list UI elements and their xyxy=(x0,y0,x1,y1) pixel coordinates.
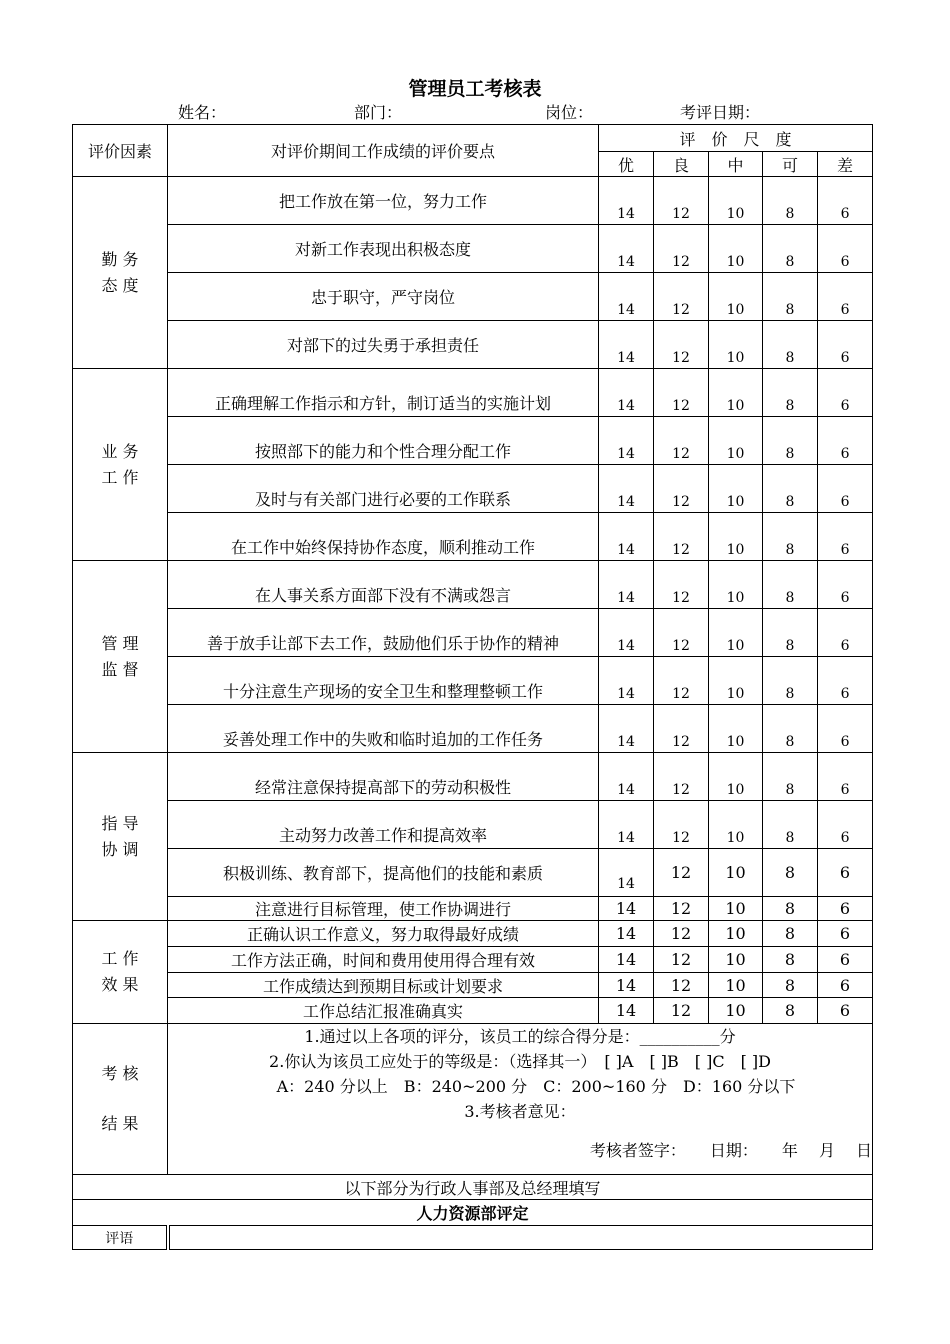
score-cell: 10 xyxy=(709,321,763,369)
score-cell: 6 xyxy=(818,321,873,369)
grade-good: 良 xyxy=(654,152,709,177)
score-cell: 12 xyxy=(654,321,709,369)
score-cell: 12 xyxy=(654,177,709,225)
score-cell: 6 xyxy=(818,225,873,273)
score-cell: 12 xyxy=(654,609,709,657)
category-cell xyxy=(73,921,168,1024)
score-cell: 10 xyxy=(709,753,763,801)
score-cell: 10 xyxy=(709,921,763,947)
score-cell: 12 xyxy=(654,753,709,801)
score-cell: 6 xyxy=(818,753,873,801)
table-row xyxy=(73,561,873,609)
score-cell: 12 xyxy=(654,513,709,561)
score-cell: 10 xyxy=(709,705,763,753)
score-cell: 8 xyxy=(763,177,818,225)
score-cell: 10 xyxy=(709,273,763,321)
score-cell: 6 xyxy=(818,609,873,657)
score-cell: 8 xyxy=(763,657,818,705)
reviewer-signature-line: 考核者签字： 日期： 年 月 日 xyxy=(589,1141,873,1160)
criterion: 把工作放在第一位，努力工作 xyxy=(168,177,599,225)
score-cell: 10 xyxy=(709,177,763,225)
criterion: 在工作中始终保持协作态度，顺利推动工作 xyxy=(168,513,599,561)
score-cell: 12 xyxy=(654,273,709,321)
grade-definition-line: A：240 分以上 B：240~200 分 C：200~160 分 D：160 分以下 xyxy=(276,1077,796,1096)
comment-label: 评语 xyxy=(73,1226,168,1250)
criterion: 工作成绩达到预期目标或计划要求 xyxy=(168,973,599,998)
criterion: 工作总结汇报准确真实 xyxy=(168,998,599,1024)
score-cell: 14 xyxy=(599,321,654,369)
grade-medium: 中 xyxy=(709,152,763,177)
score-cell: 14 xyxy=(599,561,654,609)
score-cell: 6 xyxy=(818,973,873,998)
score-cell: 8 xyxy=(763,897,818,921)
table-row xyxy=(73,225,873,273)
hr-evaluation-heading: 人力资源部评定 xyxy=(73,1200,873,1226)
score-cell: 14 xyxy=(599,973,654,998)
score-cell: 14 xyxy=(599,177,654,225)
result-category-cell xyxy=(73,1024,168,1175)
total-score-line: 1.通过以上各项的评分，该员工的综合得分是：__________分 xyxy=(304,1027,736,1046)
score-cell: 6 xyxy=(818,705,873,753)
score-cell: 10 xyxy=(709,998,763,1024)
score-cell: 12 xyxy=(654,801,709,849)
score-cell: 8 xyxy=(763,801,818,849)
score-cell: 14 xyxy=(599,465,654,513)
category-line2: 协 调 xyxy=(101,839,139,859)
score-cell: 8 xyxy=(763,753,818,801)
table-row xyxy=(73,273,873,321)
grade-fair: 可 xyxy=(763,152,818,177)
score-cell: 10 xyxy=(709,369,763,417)
score-cell: 10 xyxy=(709,561,763,609)
score-cell: 6 xyxy=(818,561,873,609)
category-line2: 工 作 xyxy=(101,467,139,487)
table-row xyxy=(73,657,873,705)
score-cell: 14 xyxy=(599,369,654,417)
criterion: 妥善处理工作中的失败和临时追加的工作任务 xyxy=(168,705,599,753)
score-cell: 10 xyxy=(709,973,763,998)
criterion: 注意进行目标管理，使工作协调进行 xyxy=(168,897,599,921)
score-cell: 12 xyxy=(654,705,709,753)
table-row xyxy=(73,998,873,1024)
score-cell: 6 xyxy=(818,369,873,417)
page-title: 管理员工考核表 xyxy=(408,78,542,100)
score-cell: 10 xyxy=(709,225,763,273)
score-cell: 12 xyxy=(654,657,709,705)
score-cell: 8 xyxy=(763,849,818,897)
score-cell: 6 xyxy=(818,273,873,321)
category-line1: 工 作 xyxy=(101,949,139,968)
score-cell: 8 xyxy=(763,369,818,417)
score-cell: 6 xyxy=(818,998,873,1024)
score-cell: 10 xyxy=(709,465,763,513)
score-cell: 10 xyxy=(709,801,763,849)
score-cell: 10 xyxy=(709,417,763,465)
score-cell: 8 xyxy=(763,947,818,973)
result-label-line2: 结 果 xyxy=(101,1114,139,1133)
table-row xyxy=(73,369,873,417)
department-label: 部门： xyxy=(354,103,403,122)
score-cell: 14 xyxy=(599,947,654,973)
category-line2: 态 度 xyxy=(101,275,139,295)
score-cell: 6 xyxy=(818,921,873,947)
criterion: 忠于职守，严守岗位 xyxy=(168,273,599,321)
criterion: 主动努力改善工作和提高效率 xyxy=(168,801,599,849)
score-cell: 14 xyxy=(599,609,654,657)
evaluation-date-label: 考评日期： xyxy=(680,103,761,122)
score-cell: 14 xyxy=(599,417,654,465)
score-cell: 6 xyxy=(818,465,873,513)
category-line1: 指 导 xyxy=(101,813,139,833)
score-cell: 8 xyxy=(763,609,818,657)
score-cell: 6 xyxy=(818,417,873,465)
score-cell: 12 xyxy=(654,561,709,609)
table-row xyxy=(73,849,873,897)
score-cell: 8 xyxy=(763,973,818,998)
header-scale: 评 价 尺 度 xyxy=(599,125,873,152)
criterion: 积极训练、教育部下，提高他们的技能和素质 xyxy=(168,849,599,897)
score-cell: 12 xyxy=(654,921,709,947)
score-cell: 10 xyxy=(709,897,763,921)
score-cell: 8 xyxy=(763,417,818,465)
score-cell: 14 xyxy=(599,225,654,273)
grade-poor: 差 xyxy=(818,152,873,177)
score-cell: 10 xyxy=(709,657,763,705)
table-row xyxy=(73,465,873,513)
category-line2: 监 督 xyxy=(101,659,139,679)
table-row xyxy=(73,753,873,801)
table-row xyxy=(73,947,873,973)
table-row xyxy=(73,897,873,921)
table-row xyxy=(73,609,873,657)
criterion: 及时与有关部门进行必要的工作联系 xyxy=(168,465,599,513)
score-cell: 12 xyxy=(654,417,709,465)
score-cell: 14 xyxy=(599,849,654,897)
table-row xyxy=(73,973,873,998)
score-cell: 14 xyxy=(599,513,654,561)
score-cell: 14 xyxy=(599,897,654,921)
category-line1: 业 务 xyxy=(101,441,139,461)
score-cell: 12 xyxy=(654,973,709,998)
criterion: 在人事关系方面部下没有不满或怨言 xyxy=(168,561,599,609)
criterion: 正确理解工作指示和方针，制订适当的实施计划 xyxy=(168,369,599,417)
score-cell: 14 xyxy=(599,657,654,705)
category-line2: 效 果 xyxy=(101,975,139,994)
score-cell: 14 xyxy=(599,998,654,1024)
score-cell: 14 xyxy=(599,753,654,801)
criterion: 经常注意保持提高部下的劳动积极性 xyxy=(168,753,599,801)
score-cell: 8 xyxy=(763,513,818,561)
category-cell xyxy=(73,177,168,369)
criterion: 正确认识工作意义，努力取得最好成绩 xyxy=(168,921,599,947)
score-cell: 12 xyxy=(654,465,709,513)
score-cell: 12 xyxy=(654,225,709,273)
score-cell: 6 xyxy=(818,947,873,973)
score-cell: 8 xyxy=(763,705,818,753)
score-cell: 8 xyxy=(763,465,818,513)
result-row xyxy=(73,1024,873,1175)
score-cell: 8 xyxy=(763,273,818,321)
score-cell: 10 xyxy=(709,513,763,561)
category-cell xyxy=(73,369,168,561)
criterion: 十分注意生产现场的安全卫生和整理整顿工作 xyxy=(168,657,599,705)
score-cell: 6 xyxy=(818,897,873,921)
criterion: 按照部下的能力和个性合理分配工作 xyxy=(168,417,599,465)
table-row xyxy=(73,921,873,947)
criterion: 工作方法正确，时间和费用使用得合理有效 xyxy=(168,947,599,973)
category-cell xyxy=(73,753,168,921)
score-cell: 12 xyxy=(654,849,709,897)
score-cell: 6 xyxy=(818,177,873,225)
grade-choice-line: 2.你认为该员工应处于的等级是：（选择其一） [ ]A [ ]B [ ]C [ ]D xyxy=(269,1052,771,1071)
score-cell: 10 xyxy=(709,609,763,657)
category-line1: 勤 务 xyxy=(101,249,139,269)
table-row xyxy=(73,177,873,225)
score-cell: 6 xyxy=(818,657,873,705)
table-row xyxy=(73,417,873,465)
score-cell: 6 xyxy=(818,513,873,561)
score-cell: 14 xyxy=(599,273,654,321)
table-row xyxy=(73,321,873,369)
score-cell: 14 xyxy=(599,705,654,753)
grade-excellent: 优 xyxy=(599,152,654,177)
score-cell: 8 xyxy=(763,225,818,273)
criterion: 对新工作表现出积极态度 xyxy=(168,225,599,273)
category-cell xyxy=(73,561,168,753)
score-cell: 12 xyxy=(654,998,709,1024)
score-cell: 8 xyxy=(763,321,818,369)
position-label: 岗位： xyxy=(545,103,594,122)
result-label-line1: 考 核 xyxy=(101,1064,139,1083)
score-cell: 12 xyxy=(654,369,709,417)
header-factor: 评价因素 xyxy=(73,125,168,177)
criterion: 对部下的过失勇于承担责任 xyxy=(168,321,599,369)
category-line1: 管 理 xyxy=(101,633,139,653)
criterion: 善于放手让部下去工作，鼓励他们乐于协作的精神 xyxy=(168,609,599,657)
score-cell: 14 xyxy=(599,921,654,947)
score-cell: 10 xyxy=(709,947,763,973)
score-cell: 8 xyxy=(763,561,818,609)
score-cell: 6 xyxy=(818,849,873,897)
score-cell: 12 xyxy=(654,897,709,921)
score-cell: 14 xyxy=(599,801,654,849)
name-label: 姓名： xyxy=(178,103,227,122)
score-cell: 10 xyxy=(709,849,763,897)
score-cell: 6 xyxy=(818,801,873,849)
footer-note: 以下部分为行政人事部及总经理填写 xyxy=(73,1175,873,1200)
score-cell: 8 xyxy=(763,921,818,947)
table-row xyxy=(73,705,873,753)
result-content xyxy=(168,1024,873,1175)
evaluation-table xyxy=(72,124,873,1250)
header-points: 对评价期间工作成绩的评价要点 xyxy=(168,125,599,177)
table-row xyxy=(73,801,873,849)
comment-field[interactable] xyxy=(168,1226,873,1250)
reviewer-opinion-label: 3.考核者意见： xyxy=(464,1102,576,1121)
score-cell: 12 xyxy=(654,947,709,973)
score-cell: 8 xyxy=(763,998,818,1024)
table-row xyxy=(73,513,873,561)
